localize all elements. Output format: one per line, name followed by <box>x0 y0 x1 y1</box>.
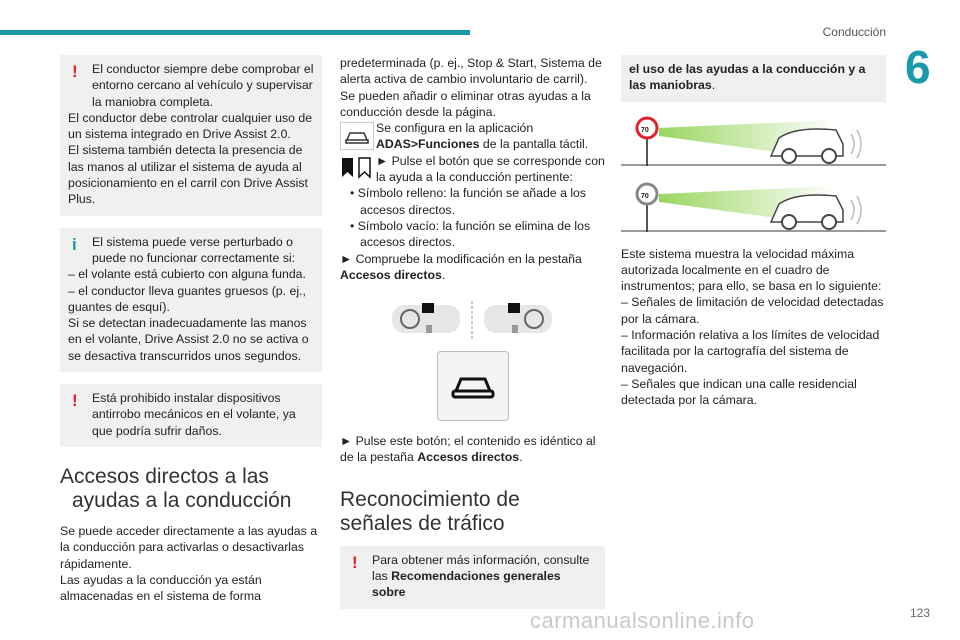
instruction-text: ► Pulse el botón que se corresponde con la ayuda a la conducción pertinente: <box>376 153 605 185</box>
heading-line: Accesos directos a las <box>60 464 269 488</box>
press-instruction <box>340 153 605 186</box>
note-text: El conductor debe controlar cualquier uso de un sistema integrado en Drive Assist 2.0. <box>68 110 313 142</box>
note-text: El sistema también detecta la presencia de las manos al utilizar el sistema de ayuda al posicionamiento en el carril con Drive Assist Plus. <box>68 143 308 207</box>
bookmark-icons <box>340 157 374 183</box>
note-text: Si se detectan inadecuadamente las manos en el volante, Drive Assist 2.0 no se activa o se desactiva transcurridos unos segundos. <box>68 316 309 363</box>
section-title: Conducción <box>822 25 886 39</box>
section-heading <box>340 488 605 536</box>
chapter-number: 6 <box>905 41 931 93</box>
note-text: El conductor siempre debe comprobar el entorno cercano al vehículo y supervisar la maniobra completa. <box>92 62 314 109</box>
note-text: – el conductor lleva guantes gruesos (p. ej., guantes de esquí). <box>68 283 306 314</box>
warning-icon: ! <box>72 62 78 81</box>
shortcut-car-button[interactable] <box>437 351 509 421</box>
body-paragraph: – Señales que indican una calle residencial detectada por la cámara. <box>621 376 857 408</box>
speed-limit-value: 70 <box>641 192 649 200</box>
heading-line: señales de tráfico <box>340 511 505 535</box>
note-text: Para obtener más información, consulte las <box>372 552 590 584</box>
body-paragraph: Se puede acceder directamente a las ayudas a la conducción para activarlas o desactivarlas rápidamente. <box>60 523 318 571</box>
instruction-text: . <box>441 267 446 282</box>
info-icon: i <box>72 234 77 254</box>
speed-sign-illustration-2 <box>621 180 886 232</box>
note-text: . <box>711 78 716 93</box>
body-paragraph: Las ayudas a la conducción ya están almacenadas en el sistema de forma <box>60 572 262 604</box>
body-paragraph: – Señales de limitación de velocidad detectadas por la cámara. <box>621 295 884 326</box>
column-3 <box>621 55 886 409</box>
warning-note-1 <box>60 55 322 216</box>
body-paragraph: predeterminada (p. ej., Stop & Start, Sistema de alerta activa de cambio involuntario de carril). <box>340 56 602 87</box>
body-paragraph: Se pueden añadir o eliminar otras ayudas a la conducción desde la página. <box>340 88 591 119</box>
body-paragraph: Este sistema muestra la velocidad máxima autorizada localmente en el cuadro de instrumentos; para ello, se basa en lo siguiente: <box>621 246 882 294</box>
note-text: El sistema puede verse perturbado o puede no funcionar correctamente si: <box>92 234 296 265</box>
note-text: el uso de las ayudas a la conducción y a las maniobras <box>629 62 866 93</box>
bullet-item: • Símbolo vacío: la función se elimina de los accesos directos. <box>350 218 591 250</box>
body-paragraph: – Información relativa a los límites de velocidad facilitada por la cartografía del sistema de navegación. <box>621 328 880 375</box>
note-text: – el volante está cubierto con alguna funda. <box>68 267 306 282</box>
heading-line: ayudas a la conducción <box>72 488 292 512</box>
menu-path: ADAS>Funciones <box>376 137 480 152</box>
config-instruction <box>340 120 605 153</box>
tab-name: Accesos directos <box>340 267 442 282</box>
steering-wheel-illustration <box>340 297 605 345</box>
instruction-text: . <box>519 450 523 465</box>
note-link-text: Recomendaciones generales sobre <box>372 569 561 600</box>
header-accent-bar <box>0 30 470 35</box>
speed-limit-value: 70 <box>641 126 649 134</box>
speed-sign-illustration-1 <box>621 114 886 166</box>
heading-line: Reconocimiento de <box>340 487 520 511</box>
warning-icon: ! <box>352 552 358 572</box>
warning-note-continued <box>621 55 886 102</box>
section-heading <box>60 465 322 513</box>
tab-name: Accesos directos <box>417 450 520 465</box>
car-outline-icon <box>340 122 374 150</box>
info-note <box>60 228 322 372</box>
instruction-text: ► Pulse este botón; el contenido es idéntico al de la pestaña <box>340 434 596 465</box>
warning-note-2 <box>60 384 322 447</box>
watermark: carmanualsonline.info <box>530 608 755 633</box>
instruction-text: Se configura en la aplicación <box>376 121 534 136</box>
column-2 <box>340 55 605 621</box>
bullet-item: • Símbolo relleno: la función se añade a los accesos directos. <box>350 186 587 217</box>
warning-note-3 <box>340 546 605 609</box>
column-1 <box>60 55 322 604</box>
page-number: 123 <box>909 606 930 620</box>
instruction-text: de la pantalla táctil. <box>479 137 589 152</box>
warning-icon: ! <box>72 391 78 411</box>
instruction-text: ► Compruebe la modificación en la pestaña <box>340 251 582 266</box>
note-text: Está prohibido instalar dispositivos antirrobo mecánicos en el volante, ya que podría sufrir daños. <box>92 391 296 438</box>
